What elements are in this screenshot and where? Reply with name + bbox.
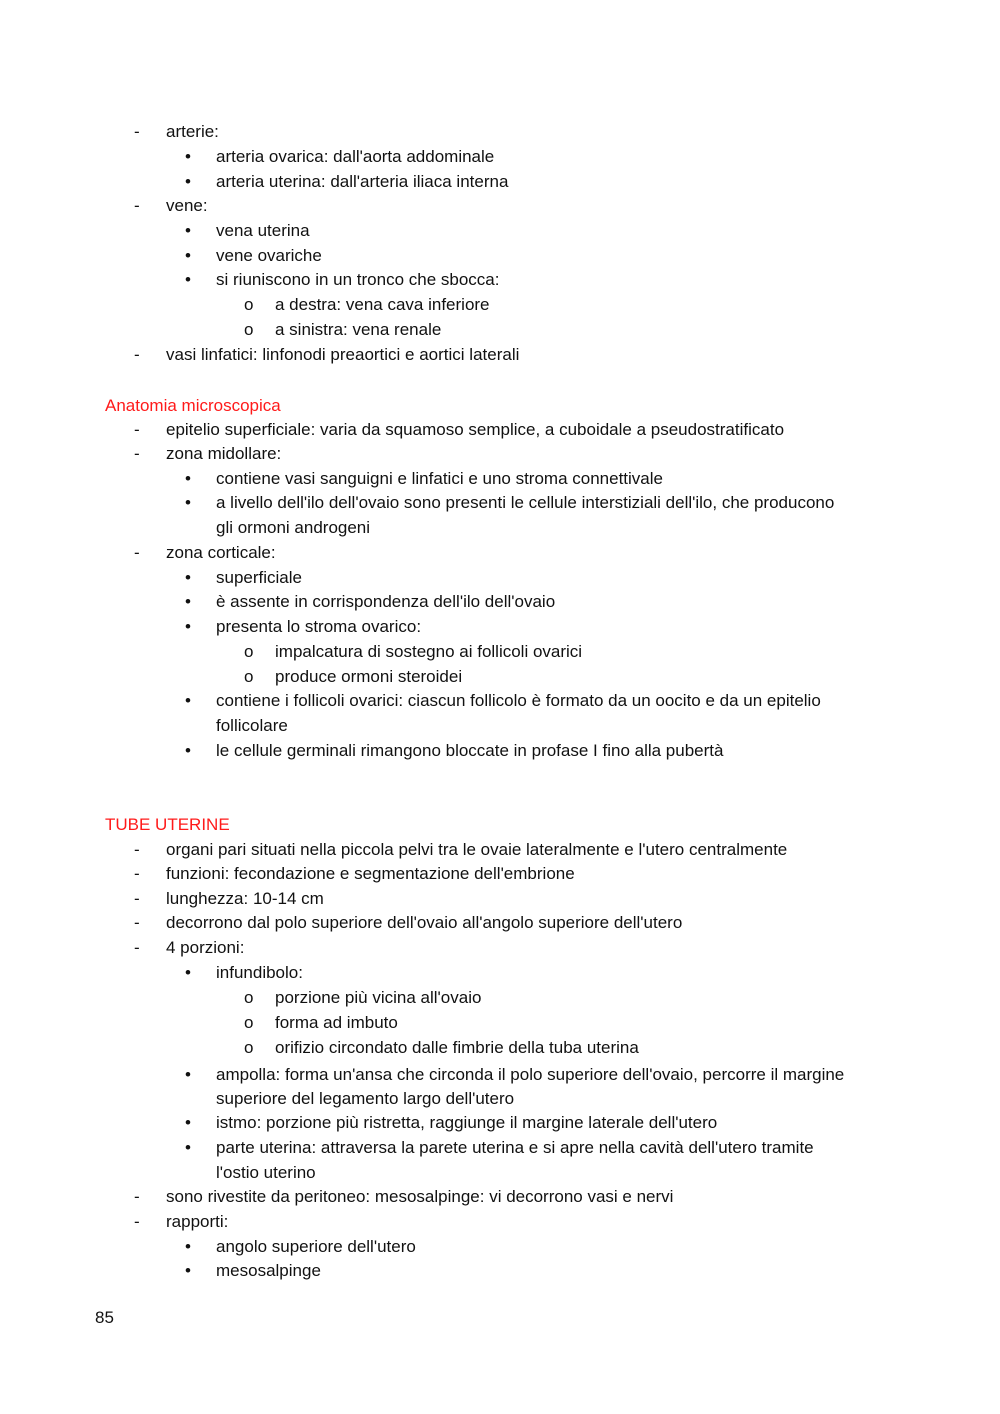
circle-marker: o xyxy=(244,1013,254,1032)
bullet-marker: • xyxy=(185,246,191,265)
list-item: porzione più vicina all'ovaio xyxy=(275,988,482,1007)
dash-marker: - xyxy=(134,913,140,932)
bullet-marker: • xyxy=(185,493,191,512)
list-item-continuation: l'ostio uterino xyxy=(216,1163,316,1182)
bullet-marker: • xyxy=(185,592,191,611)
list-item: arteria uterina: dall'arteria iliaca interna xyxy=(216,172,509,191)
list-item: mesosalpinge xyxy=(216,1261,321,1280)
list-item: lunghezza: 10-14 cm xyxy=(166,889,324,908)
list-item: sono rivestite da peritoneo: mesosalpinge: vi decorrono vasi e nervi xyxy=(166,1187,674,1206)
bullet-marker: • xyxy=(185,963,191,982)
bullet-marker: • xyxy=(185,1138,191,1157)
list-item-continuation: follicolare xyxy=(216,716,288,735)
bullet-marker: • xyxy=(185,568,191,587)
circle-marker: o xyxy=(244,667,254,686)
list-item: orifizio circondato dalle fimbrie della tuba uterina xyxy=(275,1038,639,1057)
bullet-marker: • xyxy=(185,221,191,240)
list-item: superficiale xyxy=(216,568,302,587)
list-item: infundibolo: xyxy=(216,963,303,982)
list-item: parte uterina: attraversa la parete uterina e si apre nella cavità dell'utero tramite xyxy=(216,1138,814,1157)
circle-marker: o xyxy=(244,642,254,661)
list-item: a sinistra: vena renale xyxy=(275,320,442,339)
list-item: forma ad imbuto xyxy=(275,1013,398,1032)
list-item: produce ormoni steroidei xyxy=(275,667,463,686)
list-item: rapporti: xyxy=(166,1212,229,1231)
list-item-continuation: gli ormoni androgeni xyxy=(216,518,371,537)
dash-marker: - xyxy=(134,840,140,859)
list-item: vene ovariche xyxy=(216,246,322,265)
dash-marker: - xyxy=(134,889,140,908)
list-item: contiene vasi sanguigni e linfatici e uno stroma connettivale xyxy=(216,469,663,488)
list-item: arterie: xyxy=(166,122,219,141)
list-item: istmo: porzione più ristretta, raggiunge il margine laterale dell'utero xyxy=(216,1113,718,1132)
list-item: vasi linfatici: linfonodi preaortici e aortici laterali xyxy=(166,345,520,364)
section-heading: TUBE UTERINE xyxy=(105,815,230,834)
bullet-marker: • xyxy=(185,147,191,166)
list-item: è assente in corrispondenza dell'ilo dell'ovaio xyxy=(216,592,556,611)
bullet-marker: • xyxy=(185,1113,191,1132)
dash-marker: - xyxy=(134,1187,140,1206)
bullet-marker: • xyxy=(185,172,191,191)
dash-marker: - xyxy=(134,864,140,883)
list-item: vene: xyxy=(166,196,208,215)
list-item: a destra: vena cava inferiore xyxy=(275,295,490,314)
bullet-marker: • xyxy=(185,691,191,710)
list-item: zona corticale: xyxy=(166,543,276,562)
dash-marker: - xyxy=(134,938,140,957)
bullet-marker: • xyxy=(185,270,191,289)
bullet-marker: • xyxy=(185,1065,191,1084)
list-item: organi pari situati nella piccola pelvi tra le ovaie lateralmente e l'utero centralmente xyxy=(166,840,788,859)
list-item: presenta lo stroma ovarico: xyxy=(216,617,422,636)
bullet-marker: • xyxy=(185,1237,191,1256)
list-item: decorrono dal polo superiore dell'ovaio all'angolo superiore dell'utero xyxy=(166,913,683,932)
dash-marker: - xyxy=(134,196,140,215)
list-item: a livello dell'ilo dell'ovaio sono presenti le cellule interstiziali dell'ilo, che producono xyxy=(216,493,835,512)
list-item: impalcatura di sostegno ai follicoli ovarici xyxy=(275,642,583,661)
dash-marker: - xyxy=(134,444,140,463)
list-item: funzioni: fecondazione e segmentazione dell'embrione xyxy=(166,864,575,883)
list-item: 4 porzioni: xyxy=(166,938,245,957)
list-item: si riuniscono in un tronco che sbocca: xyxy=(216,270,500,289)
circle-marker: o xyxy=(244,295,254,314)
list-item: angolo superiore dell'utero xyxy=(216,1237,416,1256)
circle-marker: o xyxy=(244,320,254,339)
list-item: epitelio superficiale: varia da squamoso semplice, a cuboidale a pseudostratificato xyxy=(166,420,785,439)
section-heading: Anatomia microscopica xyxy=(105,396,281,415)
dash-marker: - xyxy=(134,420,140,439)
list-item: zona midollare: xyxy=(166,444,282,463)
list-item-continuation: superiore del legamento largo dell'utero xyxy=(216,1089,515,1108)
list-item: arteria ovarica: dall'aorta addominale xyxy=(216,147,495,166)
bullet-marker: • xyxy=(185,741,191,760)
bullet-marker: • xyxy=(185,617,191,636)
list-item: le cellule germinali rimangono bloccate in profase I fino alla pubertà xyxy=(216,741,724,760)
page-number: 85 xyxy=(95,1308,114,1327)
bullet-marker: • xyxy=(185,469,191,488)
dash-marker: - xyxy=(134,1212,140,1231)
list-item: contiene i follicoli ovarici: ciascun follicolo è formato da un oocito e da un epitelio xyxy=(216,691,821,710)
bullet-marker: • xyxy=(185,1261,191,1280)
circle-marker: o xyxy=(244,1038,254,1057)
dash-marker: - xyxy=(134,543,140,562)
circle-marker: o xyxy=(244,988,254,1007)
list-item: ampolla: forma un'ansa che circonda il polo superiore dell'ovaio, percorre il margine xyxy=(216,1065,845,1084)
dash-marker: - xyxy=(134,345,140,364)
dash-marker: - xyxy=(134,122,140,141)
list-item: vena uterina xyxy=(216,221,310,240)
